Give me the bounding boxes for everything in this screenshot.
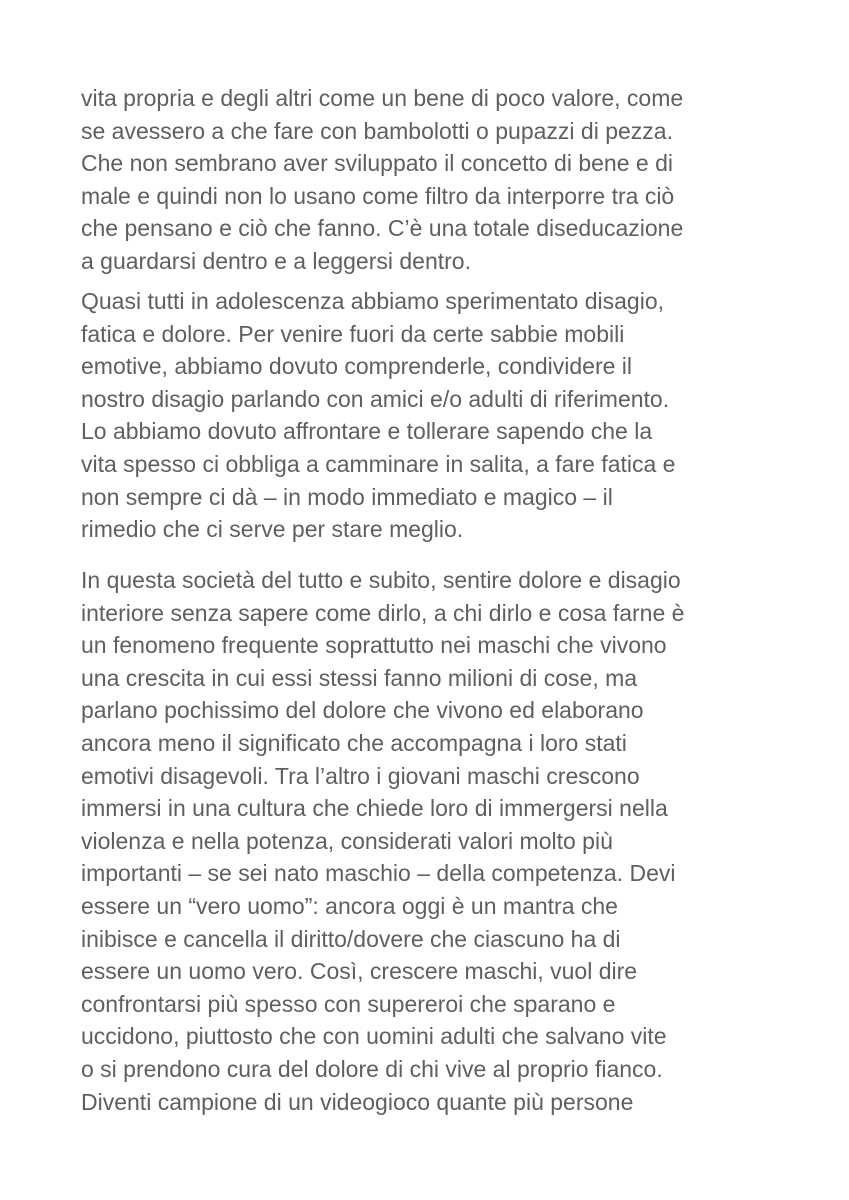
text-line: Quasi tutti in adolescenza abbiamo sperimentato disagio,: [81, 288, 665, 314]
text-line: ancora meno il significato che accompagna i loro stati: [81, 729, 627, 756]
text-line: o si prendono cura del dolore di chi vive al proprio fianco.: [81, 1055, 663, 1082]
text-line: Che non sembrano aver sviluppato il concetto di bene e di: [81, 150, 673, 177]
paragraph-3: [81, 564, 781, 1118]
text-line: inibisce e cancella il diritto/dovere che ciascuno ha di: [81, 925, 621, 952]
text-line: nostro disagio parlando con amici e/o adulti di riferimento.: [81, 385, 670, 412]
text-line: fatica e dolore. Per venire fuori da certe sabbie mobili: [81, 320, 625, 347]
text-line: essere un uomo vero. Così, crescere maschi, vuol dire: [81, 958, 638, 985]
text-line: confrontarsi più spesso con supereroi che sparano e: [81, 990, 616, 1017]
text-line: In questa società del tutto e subito, sentire dolore e disagio: [81, 567, 681, 593]
text-line: rimedio che ci serve per stare meglio.: [81, 516, 464, 543]
paragraph-2: [81, 285, 781, 546]
text-line: immersi in una cultura che chiede loro di immergersi nella: [81, 795, 668, 822]
text-line: Lo abbiamo dovuto affrontare e tollerare sapendo che la: [81, 418, 653, 445]
text-line: importanti – se sei nato maschio – della competenza. Devi: [81, 860, 676, 887]
text-line: male e quindi non lo usano come filtro da interporre tra ciò: [81, 182, 675, 209]
text-line: una crescita in cui essi stessi fanno milioni di cose, ma: [81, 664, 638, 691]
text-line: violenza e nella potenza, considerati valori molto più: [81, 827, 613, 854]
text-line: se avessero a che fare con bambolotti o pupazzi di pezza.: [81, 117, 673, 144]
text-line: emotive, abbiamo dovuto comprenderle, condividere il: [81, 353, 633, 380]
text-line: uccidono, piuttosto che con uomini adulti che salvano vite: [81, 1023, 667, 1050]
text-line: vita spesso ci obbliga a camminare in salita, a fare fatica e: [81, 450, 676, 477]
text-line: vita propria e degli altri come un bene di poco valore, come: [81, 85, 684, 111]
text-line: parlano pochissimo del dolore che vivono ed elaborano: [81, 697, 644, 724]
text-line: emotivi disagevoli. Tra l’altro i giovani maschi crescono: [81, 762, 640, 789]
text-line: un fenomeno frequente soprattutto nei maschi che vivono: [81, 632, 667, 659]
text-line: interiore senza sapere come dirlo, a chi dirlo e cosa farne è: [81, 599, 685, 626]
text-line: a guardarsi dentro e a leggersi dentro.: [81, 247, 471, 274]
text-line: non sempre ci dà – in modo immediato e magico – il: [81, 483, 613, 510]
text-line: che pensano e ciò che fanno. C’è una totale diseducazione: [81, 215, 684, 242]
text-line: Diventi campione di un videogioco quante più persone: [81, 1088, 634, 1115]
paragraph-1: [81, 82, 781, 278]
text-line: essere un “vero uomo”: ancora oggi è un mantra che: [81, 892, 618, 919]
